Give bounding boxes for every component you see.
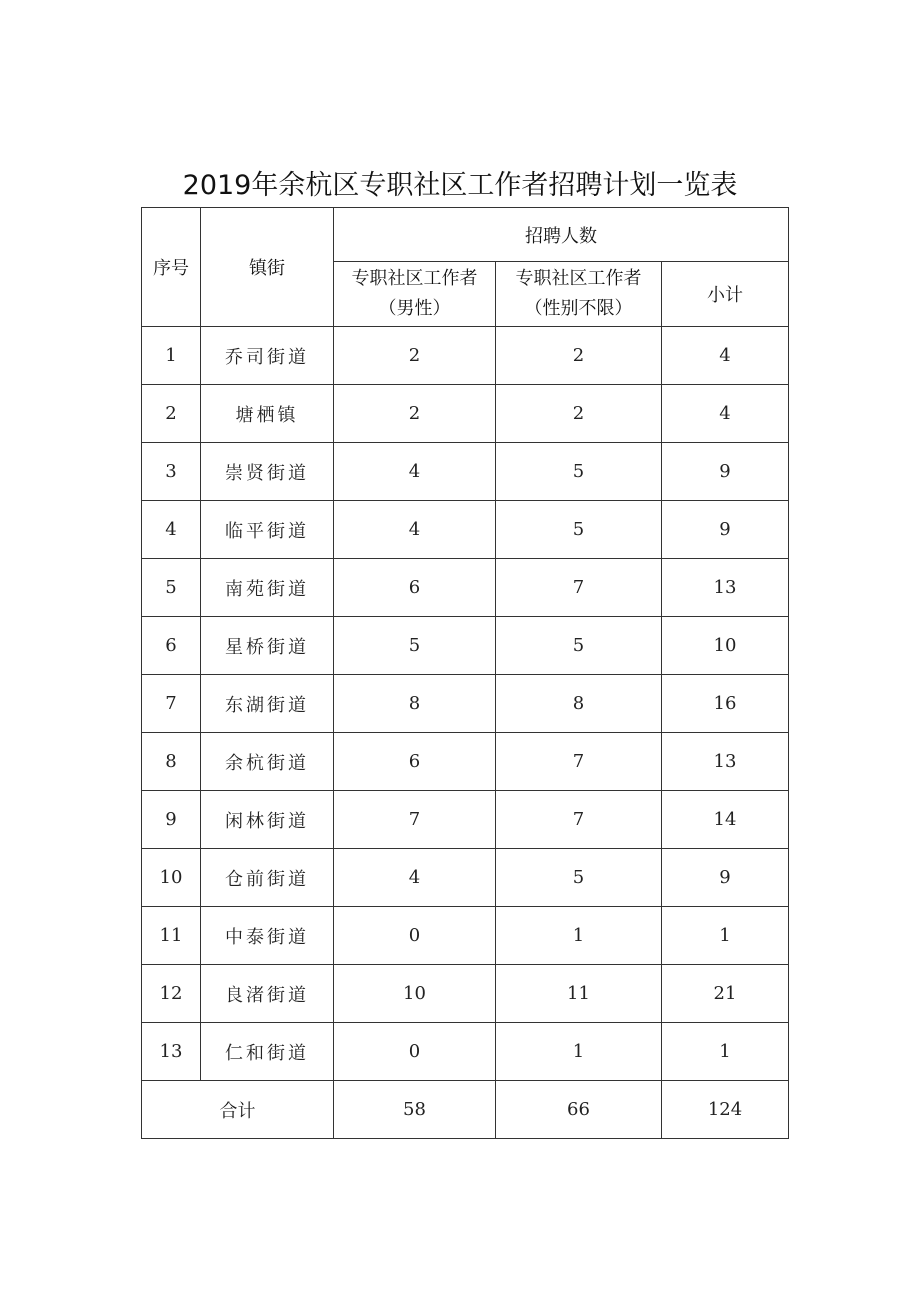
cell-any-gender: 2 <box>496 385 662 443</box>
cell-index: 7 <box>142 675 201 733</box>
table-row <box>142 965 789 1023</box>
header-row-1 <box>142 208 789 262</box>
cell-any-gender: 5 <box>496 443 662 501</box>
total-row <box>142 1081 789 1139</box>
table-body <box>142 327 789 1139</box>
cell-subtotal: 13 <box>662 559 789 617</box>
cell-male: 8 <box>334 675 496 733</box>
header-recruit-count: 招聘人数 <box>334 208 789 262</box>
cell-town: 南苑街道 <box>201 559 334 617</box>
cell-town: 临平街道 <box>201 501 334 559</box>
cell-town: 余杭街道 <box>201 733 334 791</box>
cell-town: 仓前街道 <box>201 849 334 907</box>
cell-subtotal: 9 <box>662 443 789 501</box>
cell-any-gender: 2 <box>496 327 662 385</box>
cell-town: 东湖街道 <box>201 675 334 733</box>
cell-any-gender: 7 <box>496 791 662 849</box>
header-index: 序号 <box>142 208 201 327</box>
cell-town: 崇贤街道 <box>201 443 334 501</box>
header-any-gender <box>496 262 662 327</box>
cell-index: 5 <box>142 559 201 617</box>
cell-subtotal: 21 <box>662 965 789 1023</box>
recruitment-plan-table <box>141 207 789 1139</box>
cell-index: 10 <box>142 849 201 907</box>
table-row <box>142 907 789 965</box>
cell-any-gender: 1 <box>496 907 662 965</box>
cell-subtotal: 4 <box>662 385 789 443</box>
cell-male: 0 <box>334 907 496 965</box>
cell-subtotal: 14 <box>662 791 789 849</box>
table-row <box>142 675 789 733</box>
table-row <box>142 501 789 559</box>
header-any-line2: （性别不限） <box>524 298 633 319</box>
cell-town: 仁和街道 <box>201 1023 334 1081</box>
total-any-gender: 66 <box>496 1081 662 1139</box>
cell-subtotal: 9 <box>662 849 789 907</box>
cell-male: 7 <box>334 791 496 849</box>
cell-town: 良渚街道 <box>201 965 334 1023</box>
table-row <box>142 791 789 849</box>
table-row <box>142 1023 789 1081</box>
cell-index: 3 <box>142 443 201 501</box>
cell-male: 4 <box>334 849 496 907</box>
cell-any-gender: 5 <box>496 501 662 559</box>
cell-subtotal: 1 <box>662 1023 789 1081</box>
table-row <box>142 327 789 385</box>
cell-any-gender: 7 <box>496 733 662 791</box>
cell-town: 塘栖镇 <box>201 385 334 443</box>
cell-any-gender: 5 <box>496 617 662 675</box>
cell-town: 闲林街道 <box>201 791 334 849</box>
cell-male: 5 <box>334 617 496 675</box>
header-subtotal: 小计 <box>662 262 789 327</box>
header-any-line1: 专职社区工作者 <box>515 268 642 289</box>
cell-any-gender: 8 <box>496 675 662 733</box>
page-title: 2019年余杭区专职社区工作者招聘计划一览表 <box>182 170 738 201</box>
cell-male: 2 <box>334 327 496 385</box>
cell-town: 星桥街道 <box>201 617 334 675</box>
cell-male: 4 <box>334 501 496 559</box>
cell-male: 2 <box>334 385 496 443</box>
cell-index: 9 <box>142 791 201 849</box>
header-male-line2: （男性） <box>378 298 451 319</box>
header-town: 镇街 <box>201 208 334 327</box>
cell-any-gender: 7 <box>496 559 662 617</box>
table-row <box>142 849 789 907</box>
cell-index: 2 <box>142 385 201 443</box>
cell-male: 10 <box>334 965 496 1023</box>
total-label: 合计 <box>142 1081 334 1139</box>
cell-index: 4 <box>142 501 201 559</box>
cell-male: 4 <box>334 443 496 501</box>
table-row <box>142 733 789 791</box>
total-male: 58 <box>334 1081 496 1139</box>
cell-any-gender: 11 <box>496 965 662 1023</box>
cell-subtotal: 1 <box>662 907 789 965</box>
cell-index: 12 <box>142 965 201 1023</box>
cell-index: 6 <box>142 617 201 675</box>
cell-any-gender: 1 <box>496 1023 662 1081</box>
cell-male: 0 <box>334 1023 496 1081</box>
header-male-line1: 专职社区工作者 <box>351 268 478 289</box>
cell-subtotal: 10 <box>662 617 789 675</box>
total-subtotal: 124 <box>662 1081 789 1139</box>
cell-subtotal: 4 <box>662 327 789 385</box>
header-male <box>334 262 496 327</box>
table-row <box>142 385 789 443</box>
table-row <box>142 443 789 501</box>
cell-subtotal: 16 <box>662 675 789 733</box>
cell-town: 乔司街道 <box>201 327 334 385</box>
cell-index: 13 <box>142 1023 201 1081</box>
cell-index: 8 <box>142 733 201 791</box>
cell-subtotal: 13 <box>662 733 789 791</box>
cell-male: 6 <box>334 559 496 617</box>
cell-index: 11 <box>142 907 201 965</box>
table-row <box>142 559 789 617</box>
cell-male: 6 <box>334 733 496 791</box>
cell-town: 中泰街道 <box>201 907 334 965</box>
cell-index: 1 <box>142 327 201 385</box>
cell-subtotal: 9 <box>662 501 789 559</box>
cell-any-gender: 5 <box>496 849 662 907</box>
table-row <box>142 617 789 675</box>
